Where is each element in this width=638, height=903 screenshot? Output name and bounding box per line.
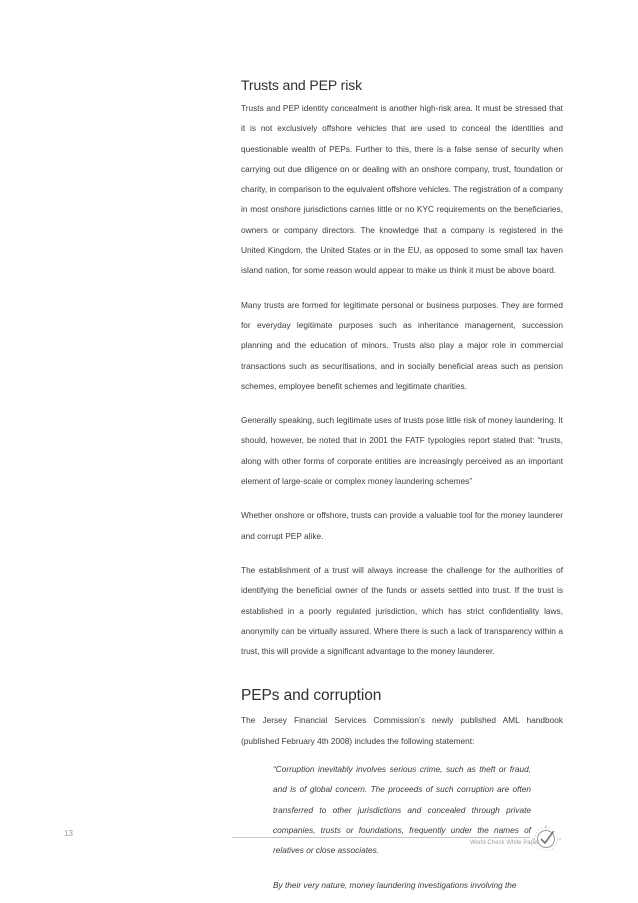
section-heading-peps-corruption: PEPs and corruption xyxy=(241,687,382,705)
footer-publication-name: World-Check White Paper xyxy=(470,840,540,846)
section-heading-trusts-pep-risk: Trusts and PEP risk xyxy=(241,77,363,93)
footer-divider xyxy=(232,837,530,838)
paragraph: The establishment of a trust will always increase the challenge for the authorities of identifying the beneficial owner of the funds or assets settled into trust. If the trust is established in a poorly regulated jurisdiction, which has strict confidentiality laws, anonymity can be virtually assured. Where there is such a lack of transparency within a trust, this will provide a significant advantage to the money launderer. xyxy=(241,564,563,657)
paragraph: Trusts and PEP identity concealment is another high-risk area. It must be stressed that it is not exclusively offshore vehicles that are used to conceal the identities and questionable wealth of PEPs. Further to this, there is a false sense of security when carrying out due diligence on or dealing with an onshore company, trust, foundation or charity, in comparison to the equivalent offshore vehicles. The registration of a company in most onshore jurisdictions carries little or no KYC requirements on the beneficiaries, owners or company directors. The knowledge that a company is registered in the United Kingdom, the United States or in the EU, as opposed to some small tax haven island nation, for some reason would appear to make us think it must be above board. xyxy=(241,103,563,276)
paragraph: Generally speaking, such legitimate uses of trusts pose little risk of money laundering. It should, however, be noted that in 2001 the FATF typologies report stated that: “trusts, along with other forms of corporate entities are increasingly perceived as an important element of large-scale or complex money laundering schemes” xyxy=(241,415,563,487)
paragraph: Whether onshore or offshore, trusts can provide a valuable tool for the money launderer and corrupt PEP alike. xyxy=(241,510,563,541)
world-check-logo-icon xyxy=(530,823,564,853)
quote-paragraph: By their very nature, money laundering investigations involving the xyxy=(273,879,517,890)
block-quote xyxy=(273,759,531,895)
paragraph-intro: The Jersey Financial Services Commission’s newly published AML handbook (published February 4th 2008) includes the following statement: xyxy=(241,715,563,746)
paragraph: Many trusts are formed for legitimate personal or business purposes. They are formed for everyday legitimate purposes such as inheritance management, succession planning and the education of minors. Trusts also play a major role in commercial transactions such as securitisations, and in socially beneficial areas such as pension schemes, employee benefit schemes and legitimate charities. xyxy=(241,299,563,391)
page-number: 13 xyxy=(64,829,73,838)
main-content xyxy=(241,76,563,895)
quote-paragraph: “Corruption inevitably involves serious crime, such as theft or fraud, and is of global concern. The proceeds of such corruption are often transferred to other jurisdictions and concealed through private companies, trusts or foundations, frequently under the names of relatives or close associates. xyxy=(273,764,531,856)
